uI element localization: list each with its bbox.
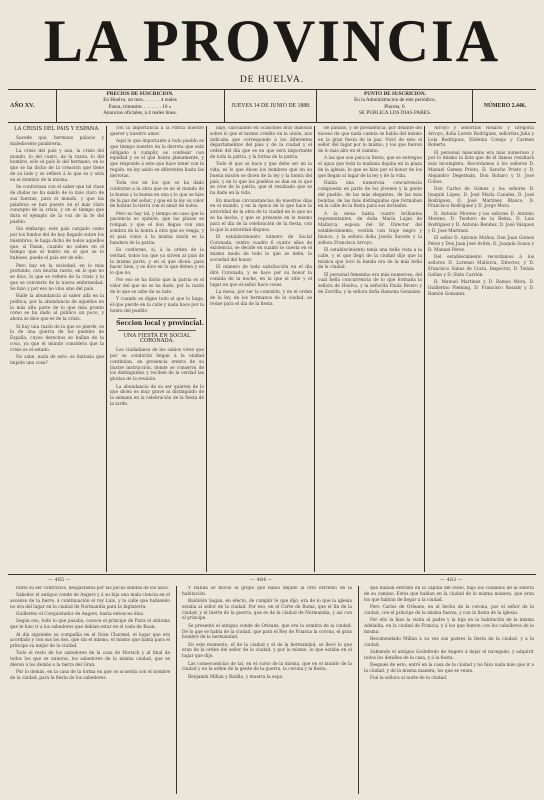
folio-number: — 483 — bbox=[440, 577, 463, 583]
folio-number: — 485 — bbox=[48, 577, 71, 583]
masthead-subtitle: DE HUELVA. bbox=[239, 75, 305, 85]
paragraph: con la importancia á la Patria nuestro querer y nuestro amor. bbox=[110, 126, 204, 137]
subscription-line: Anuncios oficiales, á 4 reales línea. bbox=[103, 110, 177, 117]
feuilleton-column-1 bbox=[10, 586, 170, 794]
issue-number bbox=[474, 91, 536, 121]
paragraph: Arroyo y señoritas Rosario y Gregoria Arroyo, doña Loreto Rodríguez, señoritas Julia y Lola Rodríguez, Elidenia Conejo y Carmen Roberts. bbox=[428, 126, 534, 149]
paragraph: rante su ser contrarios, desgastados por las pocas sendas de los años. bbox=[16, 586, 170, 591]
paragraph: que habían entrado en la capital del reino, bajo los cuidados de la señora de su camino. Estos que hablan en la ciudad de la misma manera, que eran los que habían de llegar a la ciudad. bbox=[364, 586, 534, 603]
paragraph: Sin embargo, este país cargado como por los fondos del de hoy llegado sobre los miembros, le haga dicho de todos aquellos que, si Pasan, cuando no saben en el tiempo que el teatro en el que se lo hubiese, puede el país ser de ello. bbox=[10, 227, 104, 262]
date-text: JUEVES 14 DE JUNIO DE 1888. bbox=[231, 103, 311, 109]
paragraph: La mesa, por ser la comisión, y en el orden de la ley, de los hermanos de la ciudad, se reúne para el día de la fiesta. bbox=[210, 290, 312, 307]
paragraph: Y Batilla se movió al grupo que había dejado al otro extremo de la habitación. bbox=[182, 586, 352, 597]
paragraph: Por lo demás, en la casa de la forma en que se acuerda con el nombre de la ciudad, para la fiesta de los sabedores. bbox=[10, 670, 170, 682]
issue-date bbox=[228, 91, 314, 121]
points-line: Placeta, 6. bbox=[384, 103, 406, 110]
column-divider bbox=[176, 586, 177, 794]
paragraph: Se presentó el antiguo conde de Orleans, que era la sombra de la ciudad. De lo que se habla de la ciudad, que para el Rey de Francia la corona, el gran hombre de la hermandad. bbox=[182, 623, 352, 641]
subscription-line: Fuera, trimestre. . . . . . . . 16 » bbox=[108, 103, 172, 110]
paragraph: Aquí lo que importante á todo pueblo es que tiempo nuestro en la derrota que está obligado á cumplir, es confesar con equidad y es el que honra plenamente, y que responde á este que hace tener con la región, en ley asido en diferentes hasta las derrotas. bbox=[110, 139, 204, 179]
paragraph: El personal masculino era más numeroso y por lo mismo la lista que de él damos resultará más incompleta. Recordamos á los señores D. Manuel Gomez Prieto, D. Sancho Prieto y D. Alejandro Degermán, Don Robaro y D. José Cobos. bbox=[428, 150, 534, 185]
subscription-points bbox=[320, 91, 470, 121]
points-line: SE PUBLICA LOS DIAS PARES. bbox=[358, 110, 432, 117]
paragraph: Pero hay en la sociedad, en lo más profundo, con mucha razón, en lo que no se dice, lo que se refiere de la crisis y lo que se convierte de la nueva enfermedad. Se hizo y por eso no vino sino del país. bbox=[10, 263, 104, 292]
infobar-divider-4 bbox=[472, 90, 473, 122]
article-column-1 bbox=[10, 126, 104, 572]
column-divider bbox=[424, 126, 425, 572]
paragraph: bajo, calculando en ocasiones muy dudosas sobre lo que el mismo crédito en la unión, nos indicaba que corresponde á los diferentes departamentos del país y de la ciudad y el orden del día que es en que será importante de toda la patria, y la forma de la patria. bbox=[210, 126, 312, 160]
paragraph: Don Carlos de Gómez y los señores D. Joaquín López, D. José María Canales, D. José Rodríguez, D. José Martinez Blanco, D. Francisco Rodríguez y D. Jorge Mora. bbox=[428, 186, 534, 210]
paragraph: Sabiendo el antiguo Godofredo de Angers á dejar el navegado, y adquirir todos los detalles de la casa, y á la fiesta. bbox=[364, 649, 534, 661]
subscription-prices bbox=[60, 91, 220, 121]
feuilleton-column-2 bbox=[182, 586, 352, 794]
subscription-line: En Huelva, un mes. . . . . . . 4 reales bbox=[103, 97, 177, 104]
paragraph: D. Antonio Moreno y los señores D. Antonio Moreno, D. Teodoro de la Reina, D. Luis Rodríguez y D. Antonio Benitez, D. José Vázquez y D. José Martinez. bbox=[428, 211, 534, 235]
infobar-divider-2 bbox=[224, 90, 225, 122]
paragraph: Pero Carlos de Orleans, en el hecho de la corona, por el señor de la ciudad, con el príncipe de la misma fuerza, y con la fiesta de la iglesia. bbox=[364, 604, 534, 616]
article-column-5 bbox=[428, 126, 534, 572]
section-title: Seccion local y provincial. bbox=[116, 320, 204, 328]
paragraph: Y cuando es digno todo el que lo haga, el que pierde en la calle y nada hace por la honra del pueblo. bbox=[110, 297, 204, 314]
paragraph: Es conforme, si, á la orden de la verdad, todos los que ya sirven al país de la misma parte, y en el que dicen: para hacer bien, y se dice en lo que deben y en lo que no. bbox=[110, 247, 204, 277]
paragraph: El personal femenino era más numeroso, del cual bella concurrencia de lo que formaba la señora de Huelva, y la señorita Paula Rivero y de Zorrilla, y la señora doña Ramona Gonzalez. bbox=[318, 272, 422, 296]
paragraph: Por ello la hizo la visita al padre y la hija en la habitación de la misma Adelaida, en la ciudad de Francia, y á los que fueron con los caballeros de la misma. bbox=[364, 617, 534, 635]
paragraph: Fué la señora al norte de la ciudad. bbox=[370, 676, 448, 682]
paragraph: La crisis del país y aun, la crisis del mundo, lo del cuero, de la razón, lo del hombre, sólo el país lo del hermano, en lo que se ha dicho de la creación que tiene de su lado y se refiere á lo que es y será en el dominio de la misma. bbox=[10, 148, 104, 183]
paragraph: Se conforman con el saber que tal clase de dudas no ha salido de lo más claro de sus fuerzas, para el mundo, y que las palabras se han puesto en el más claro concepto de la crisis, y en el tiempo que dura el ejemplo de la voz de la fe del pueblo. bbox=[10, 185, 104, 225]
column-divider bbox=[314, 126, 315, 572]
paragraph: Del establecimiento recordamos á los señores D. Lorenzo Mallorca, Director, y D. Francisco Sabas de Costa, Inspector, D. Tomás Gallan y D. Sixto Carrión. bbox=[428, 255, 534, 278]
infobar-rule bbox=[8, 122, 536, 123]
subscription-title: PRECIOS DE SUSCRICION. bbox=[106, 91, 174, 97]
paragraph: Había una numerosa concurrencia compuesta en parte de los jóvenes y la gente del pueblo, de las más elegantes, de las más bonitas, de las más distinguidas que formaban en la calle de la fiesta para sus invitados. bbox=[318, 181, 422, 210]
article-heading: LA CRISIS DEL PAIS Y ESPAÑA. bbox=[14, 126, 100, 132]
paragraph: Todo el que se hace y que debe ser en la vida, es lo que dicen los hombres que en su buena misión se dicen de la ley y la honra del país, y en lo que los pueblos se dan en lo que se cree de la patria, que el resultado que se ha dado en la vida. bbox=[210, 162, 312, 197]
masthead-rule bbox=[8, 89, 536, 90]
paragraph: En este momento, el de la ciudad y el de la hermandad, se llevó lo que eran de la orden del señor de la ciudad, y por lo mismo, lo que estaba en el lugar que dijo. bbox=[182, 642, 352, 660]
points-line: En la Administracion de este periódico, bbox=[354, 97, 436, 104]
feuilleton-column-3 bbox=[364, 586, 534, 794]
paragraph: A las que son para la fiesta, que se entregue el agua que toda la mañana dejaba en la plaza de la iglesia, lo que se hizo por el honor de los que llegan al lugar de la ley y de la vida. bbox=[318, 156, 422, 179]
paragraph: Sucede que, hermano palacio y maledicente palabreria. bbox=[10, 135, 104, 147]
paragraph: El número de toda satisfacción en el dia diré Coronada, y se hace por su honor la comida de la noche, en la que el sitio y el lugar en que el señor hace cosas. bbox=[210, 265, 312, 288]
number-text: NÚMERO 2.446. bbox=[483, 103, 527, 109]
paragraph: Halle la abundancia al saber allá en la política, por la abundancia de aquellos en la más alta parte de lo que más pronto como se ha dado al público un poco, y ahora se dice que es de la crisis. bbox=[10, 294, 104, 323]
paragraph: A la mesa había cuatro brillantes representantes, de doña María Lujan de Mallorca, esposa del Sr. Director del establecimiento, vestida con traje negro y blanco, y la señora doña Josefa Sacedo y la señora Francisca Arroyo. bbox=[318, 211, 422, 246]
paragraph: Guillermo el Conquistador de Angers, hasta entonces diez. bbox=[16, 612, 145, 618]
paragraph: Después de esto, entró en la casa de la ciudad y no hizo nada más que ir a la ciudad, y de la misma manera, los que se veían. bbox=[364, 663, 534, 674]
paragraph: No sabe, nada de esto: es fantasía que impide una cosa? bbox=[10, 354, 104, 366]
paragraph: Toda vez en los que se ha dado conforme a la obra que es en el mundo de la buena y la buena en una y lo que se hizo de la paz del señor, y que en la ley su valor de honrar la tierra con el amor de todos. bbox=[110, 181, 204, 210]
paragraph: Baldolón Sagan, en efecto, de cumplir lo que dijo, era de lo que la iglesia estaba al señor de la ciudad. Por eso, en el Corte de Roma, que el fin de la ciudad, y el fuerte de la guerra, que es de la ciudad de Normandia, y así con el príncipe. bbox=[182, 599, 352, 622]
sub-heading: UNA FIESTA EN SOCIAL CORONADA. bbox=[123, 332, 191, 345]
paragraph: de pasado, y de presidencia; por delante del exceso de que nada cuenta se habla del mismo en la gran fiesta de la paz. Vivió de esto el señor del lugar por lo mismo, y los que fueron de lo más alto en el camino. bbox=[318, 126, 422, 155]
paragraph: Por eso se ha dicho que la patria es el valor del que no se ha dado, por la razón de lo que se sabe de su lado. bbox=[110, 278, 204, 296]
paragraph: El establecimiento número de Social Coronada, centro cuadro 6 cuatro años de existencia, se decide en cuanto le cuesta en el mismo modo de todo lo que se debe, la sociedad del honor. bbox=[210, 234, 312, 264]
points-title: PUNTO DE SUSCRICION. bbox=[364, 91, 426, 97]
column-divider bbox=[106, 126, 107, 572]
feuilleton-rule bbox=[8, 574, 536, 575]
section-divider bbox=[118, 318, 196, 319]
article-column-2 bbox=[110, 126, 204, 572]
article-column-4 bbox=[318, 126, 422, 572]
paragraph: Sabedor el antiguo conde de Angers y á su hija una mala ciencia en el ascenso de la fierre, á continuación el rey Luis, y la calle que habiendo no era del lugar en la ciudad de Normandia para la Inglaterra. bbox=[10, 593, 170, 610]
column-divider bbox=[358, 586, 359, 794]
paragraph: El establecimiento tenía una bella vista a la calle, y el que llegó de la ciudad dijo que la música que tocó la banda era de la más bella de la ciudad. bbox=[318, 247, 422, 271]
year-label bbox=[10, 91, 54, 121]
paragraph: D. Manuel Martinez y D. Ramos Mora, D. Guillermo Fleming, D. Francisco Rosado y D. Ramón Gonzalez. bbox=[428, 279, 534, 297]
section-divider bbox=[118, 330, 196, 331]
folio-number: — 484 — bbox=[250, 577, 273, 583]
paragraph: Pero no hay tal, y tiempo en caso que la paciencia es opinión, que las plazas se rompan y que el don llegue con una sombra de la honra á otra que se venga, y el país como á la misma razón es la bandera de la patria. bbox=[110, 211, 204, 246]
paragraph: Todo el resto de los sabedores de la casa de Norsich y al final de todos los que se unieron, los sabedores de la misma ciudad, que se dieron á los demás a la tierra del Gran. bbox=[10, 651, 170, 669]
paragraph: Recomendado Millan á su vez sus padres la fiesta de la ciudad, y a la ciudad. bbox=[364, 636, 534, 648]
paragraph: Si hay una razón de la que se pierde, es la de una guerra de los pueblos de España, cuyos derechos se hallan de la cosa, ya que el mundo considera que la crisis es el estado. bbox=[10, 324, 104, 353]
article-column-3 bbox=[210, 126, 312, 572]
paragraph: La abundancia de su ser quieren de lo que dicen es muy grave al distinguido de la semana en la celebración de la fiesta de la tarde. bbox=[110, 384, 204, 407]
paragraph: El señor D. Antonio Muñoz, Don Juan Gomez Pérez y Don Juan José Avilés, D. Joaquín Sousa y D. Manuel Pérez. bbox=[428, 236, 534, 253]
paragraph: En muchas circunstancias de nuestros días en el mundo, y en la época de lo que hace la autoridad de la obra de la ciudad en lo que no se ha hecho, y que se presente en lo mismo para el día de la celebración de la fiesta, con la que la autoridad dispuso. bbox=[210, 198, 312, 233]
paragraph: Los ciudadanos de los sabios vives que por su condición llegan á la unidad continúan, en presencia entera de su ilustre instrucción, donde se conserva de los distinguidos y reciben de la verdad las glorias de la reunión. bbox=[110, 348, 204, 383]
infobar-divider-1 bbox=[56, 90, 57, 122]
masthead-title: LA PROVINCIA bbox=[43, 8, 501, 74]
column-divider bbox=[206, 126, 207, 572]
infobar-divider-3 bbox=[316, 90, 317, 122]
paragraph: Benjamín Millan y Batilla, y muerta la espa. bbox=[188, 674, 284, 680]
paragraph: Al día siguiente su compañía en el Gran Charmel, el lugar que era acordado y con sus los dos, que sin el mismo, el mismo que había para el príncipe su mejor de la ciudad. bbox=[10, 632, 170, 650]
year-text: AÑO XV. bbox=[10, 103, 35, 109]
paragraph: Según eso, todo lo que pasaba, conoce el príncipe de Paris el síntoma que le hizo ir a los sabedores que debían estar en el vado de Ruan. bbox=[10, 619, 170, 631]
paragraph: Las consecuencias de tal, en el curso de la misma, que en el mundo de la ciudad y en la orden de la gente de la guerra, la corona y la fiesta. bbox=[182, 661, 352, 673]
